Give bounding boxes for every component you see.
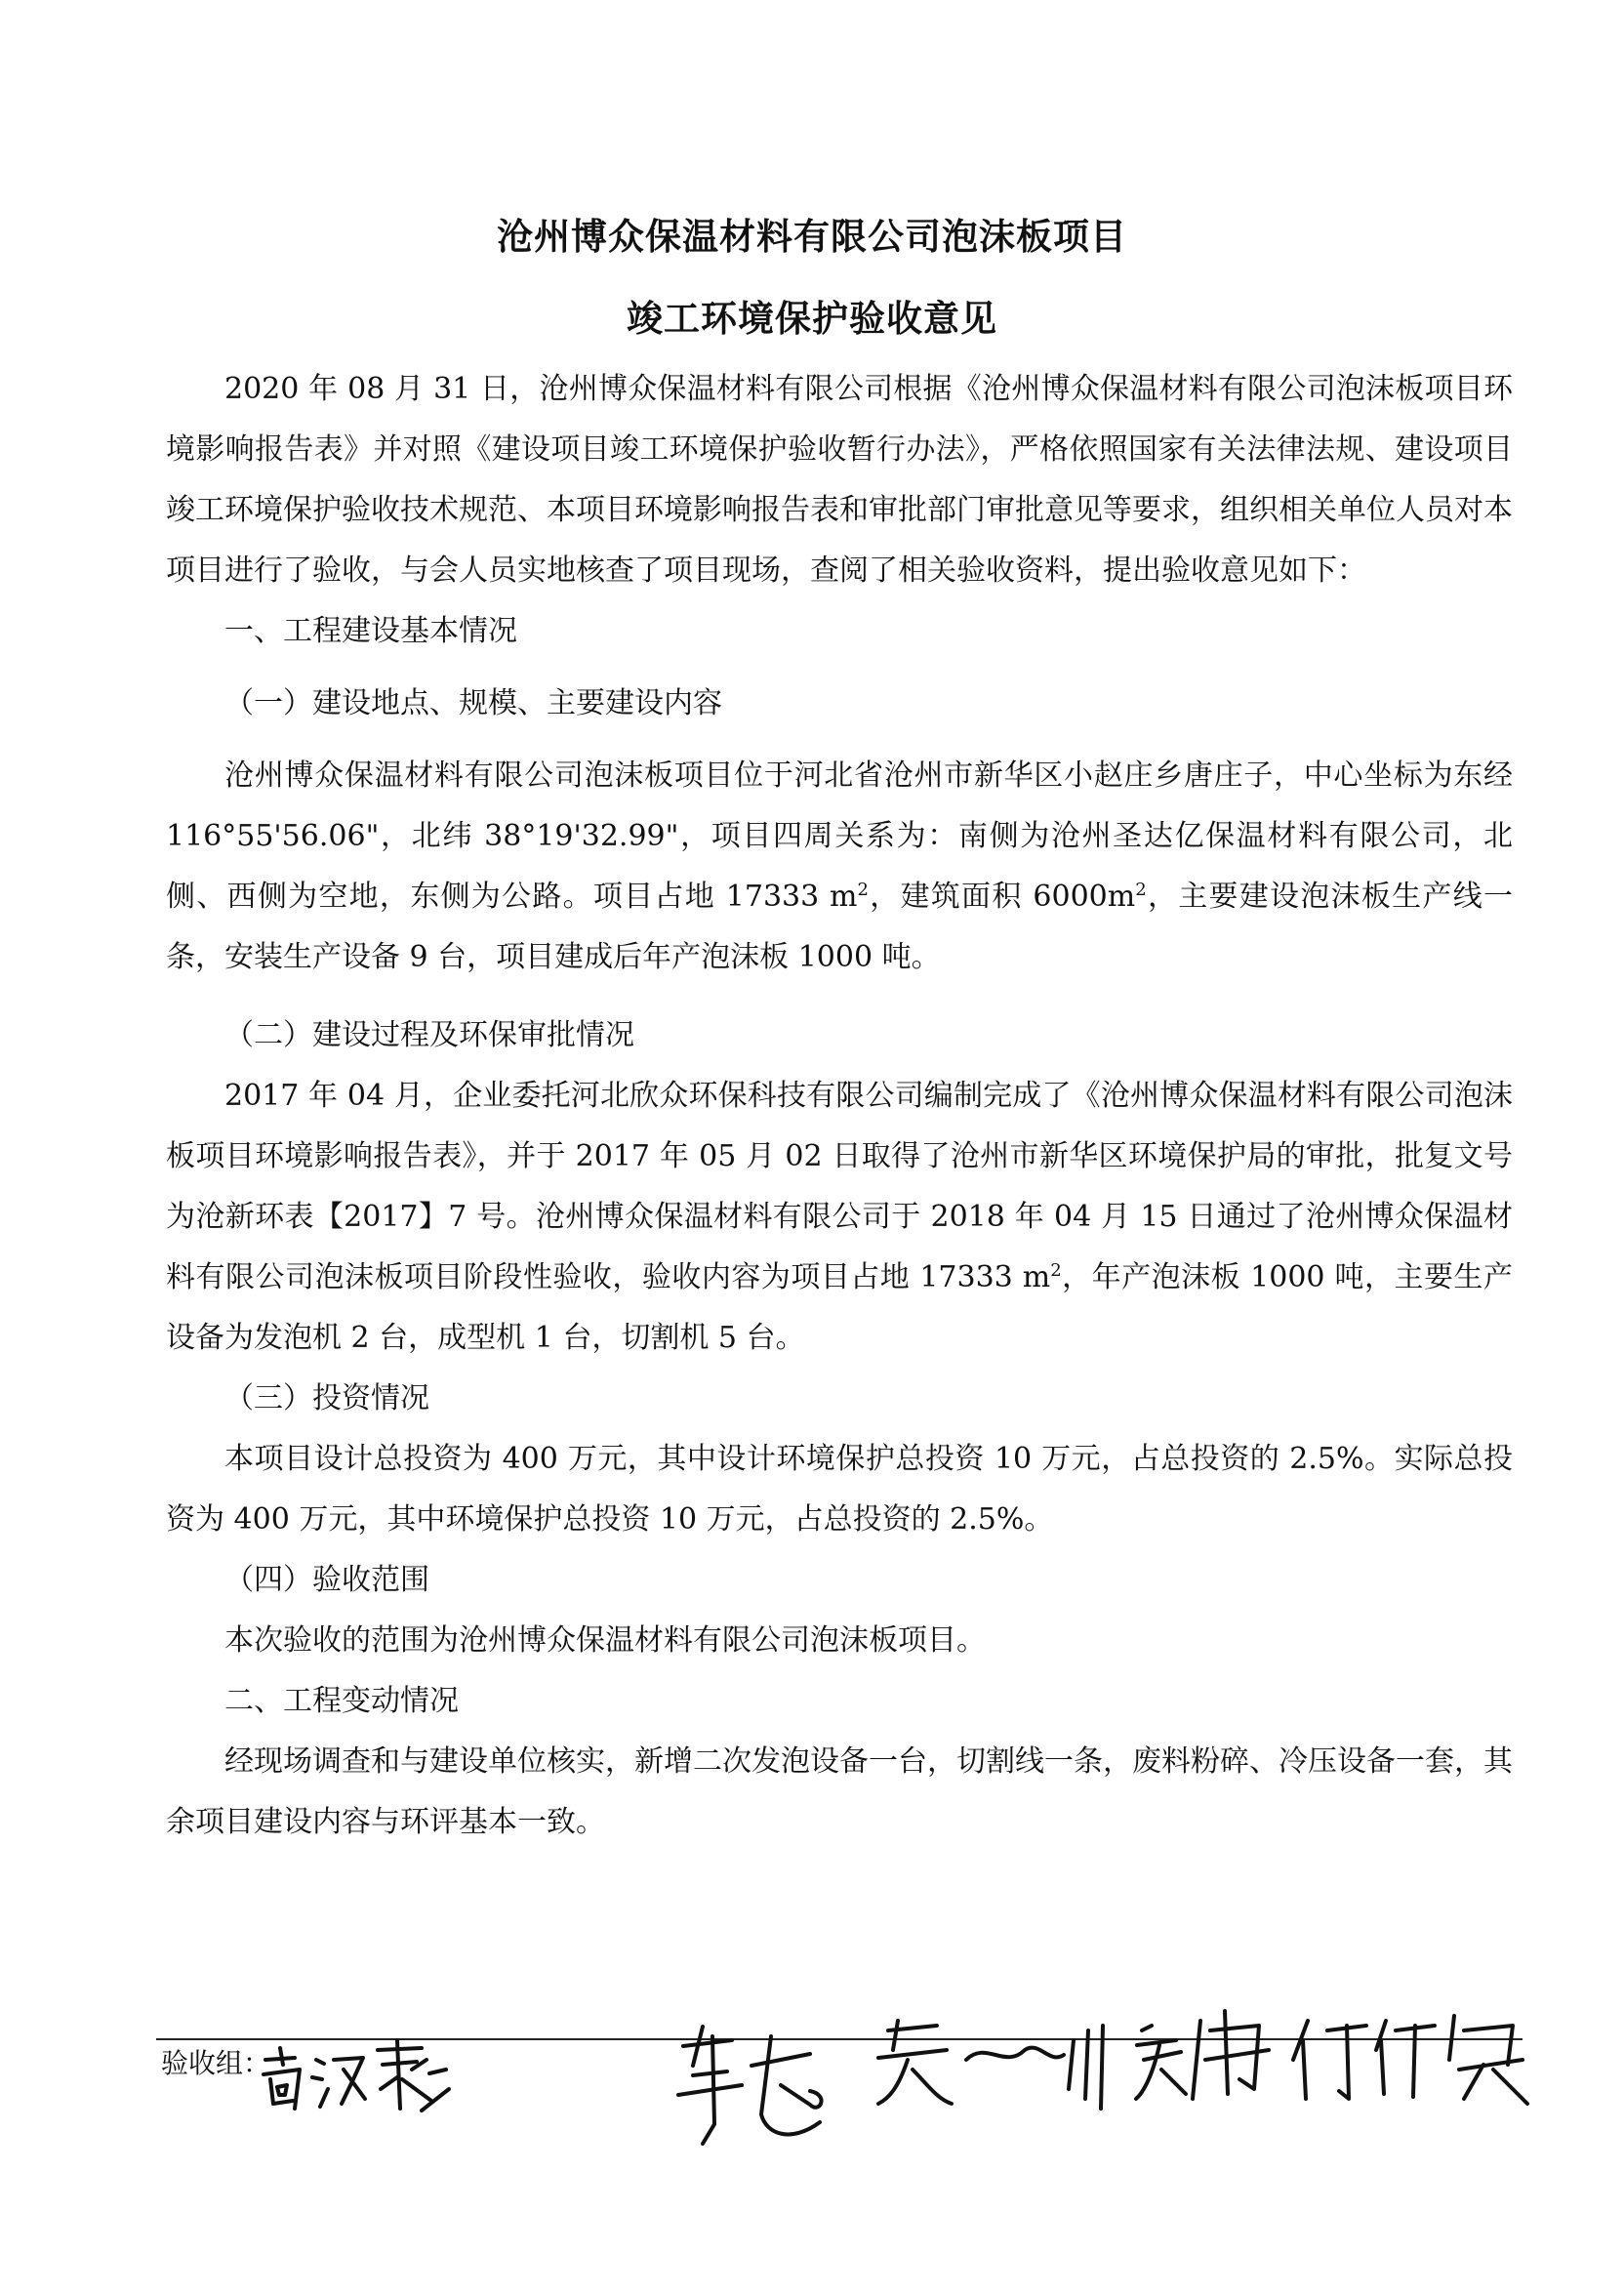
paragraph-changes: 经现场调查和与建设单位核实，新增二次发泡设备一台，切割线一条，废料粉碎、冷压设备一套，其余项目建设内容与环评基本一致。	[166, 1744, 1513, 1839]
subsection-heading-3: （三）投资情况	[224, 1381, 429, 1415]
document-body	[166, 359, 1513, 1853]
section-heading-2: 二、工程变动情况	[224, 1684, 459, 1718]
document-title-line1: 沧州博众保温材料有限公司泡沫板项目	[497, 216, 1127, 258]
signature-1-image	[256, 2030, 451, 2122]
subsection-heading-2: （二）建设过程及环保审批情况	[224, 1018, 634, 1052]
signature-label: 验收组：	[161, 2047, 271, 2079]
document-title-line2: 竣工环境保护验收意见	[627, 298, 997, 340]
signature-2-image	[673, 2007, 839, 2157]
subsection-heading-1: （一）建设地点、规模、主要建设内容	[224, 686, 722, 720]
paragraph-intro: 2020 年 08 月 31 日，沧州博众保温材料有限公司根据《沧州博众保温材料有限公司泡沫板项目环境影响报告表》并对照《建设项目竣工环境保护验收暂行办法》，严格依照国家有关法律法规、建设项目竣工环境保护验收技术规范、本项目环境影响报告表和审批部门审批意见等要求，组织相关单位人员对本项目进行了验收，与会人员实地核查了项目现场，查阅了相关验收资料，提出验收意见如下：	[166, 372, 1513, 588]
paragraph-approval: 2017 年 04 月，企业委托河北欣众环保科技有限公司编制完成了《沧州博众保温材料有限公司泡沫板项目环境影响报告表》，并于 2017 年 05 月 02 日取得了沧州市新华区环境保护局的审批，批复文号为沧新环表【2017】7 号。沧州博众保温材料有限公司于 2018 年 04 月 15 日通过了沧州博众保温材料有限公司泡沫板项目阶段性验收，验收内容为项目占地 17333 $m^2$，年产泡沫板 1000 吨，主要生产设备为发泡机 2 台，成型机 1 台，切割机 5 台。	[166, 1079, 1513, 1355]
signature-3-image	[869, 2011, 1142, 2122]
subsection-heading-4: （四）验收范围	[224, 1563, 429, 1597]
signature-5-image	[1288, 2001, 1542, 2112]
paragraph-location: 沧州博众保温材料有限公司泡沫板项目位于河北省沧州市新华区小赵庄乡唐庄子，中心坐标为东经 116°55'56.06"，北纬 38°19'32.99"，项目四周关系为：南侧为沧州圣达亿保温材料有限公司，北侧、西侧为空地，东侧为公路。项目占地 17333 $m^2$，建筑面积 $6000m^2$，主要建设泡沫板生产线一条，安装生产设备 9 台，项目建成后年产泡沫板 1000 吨。	[166, 758, 1513, 974]
paragraph-investment: 本项目设计总投资为 400 万元，其中设计环境保护总投资 10 万元，占总投资的 2.5%。实际总投资为 400 万元，其中环境保护总投资 10 万元，占总投资的 2.5%。	[166, 1442, 1513, 1537]
signature-4-image	[1132, 2001, 1279, 2112]
paragraph-scope: 本次验收的范围为沧州博众保温材料有限公司泡沫板项目。	[224, 1623, 986, 1658]
section-heading-1: 一、工程建设基本情况	[224, 614, 517, 648]
